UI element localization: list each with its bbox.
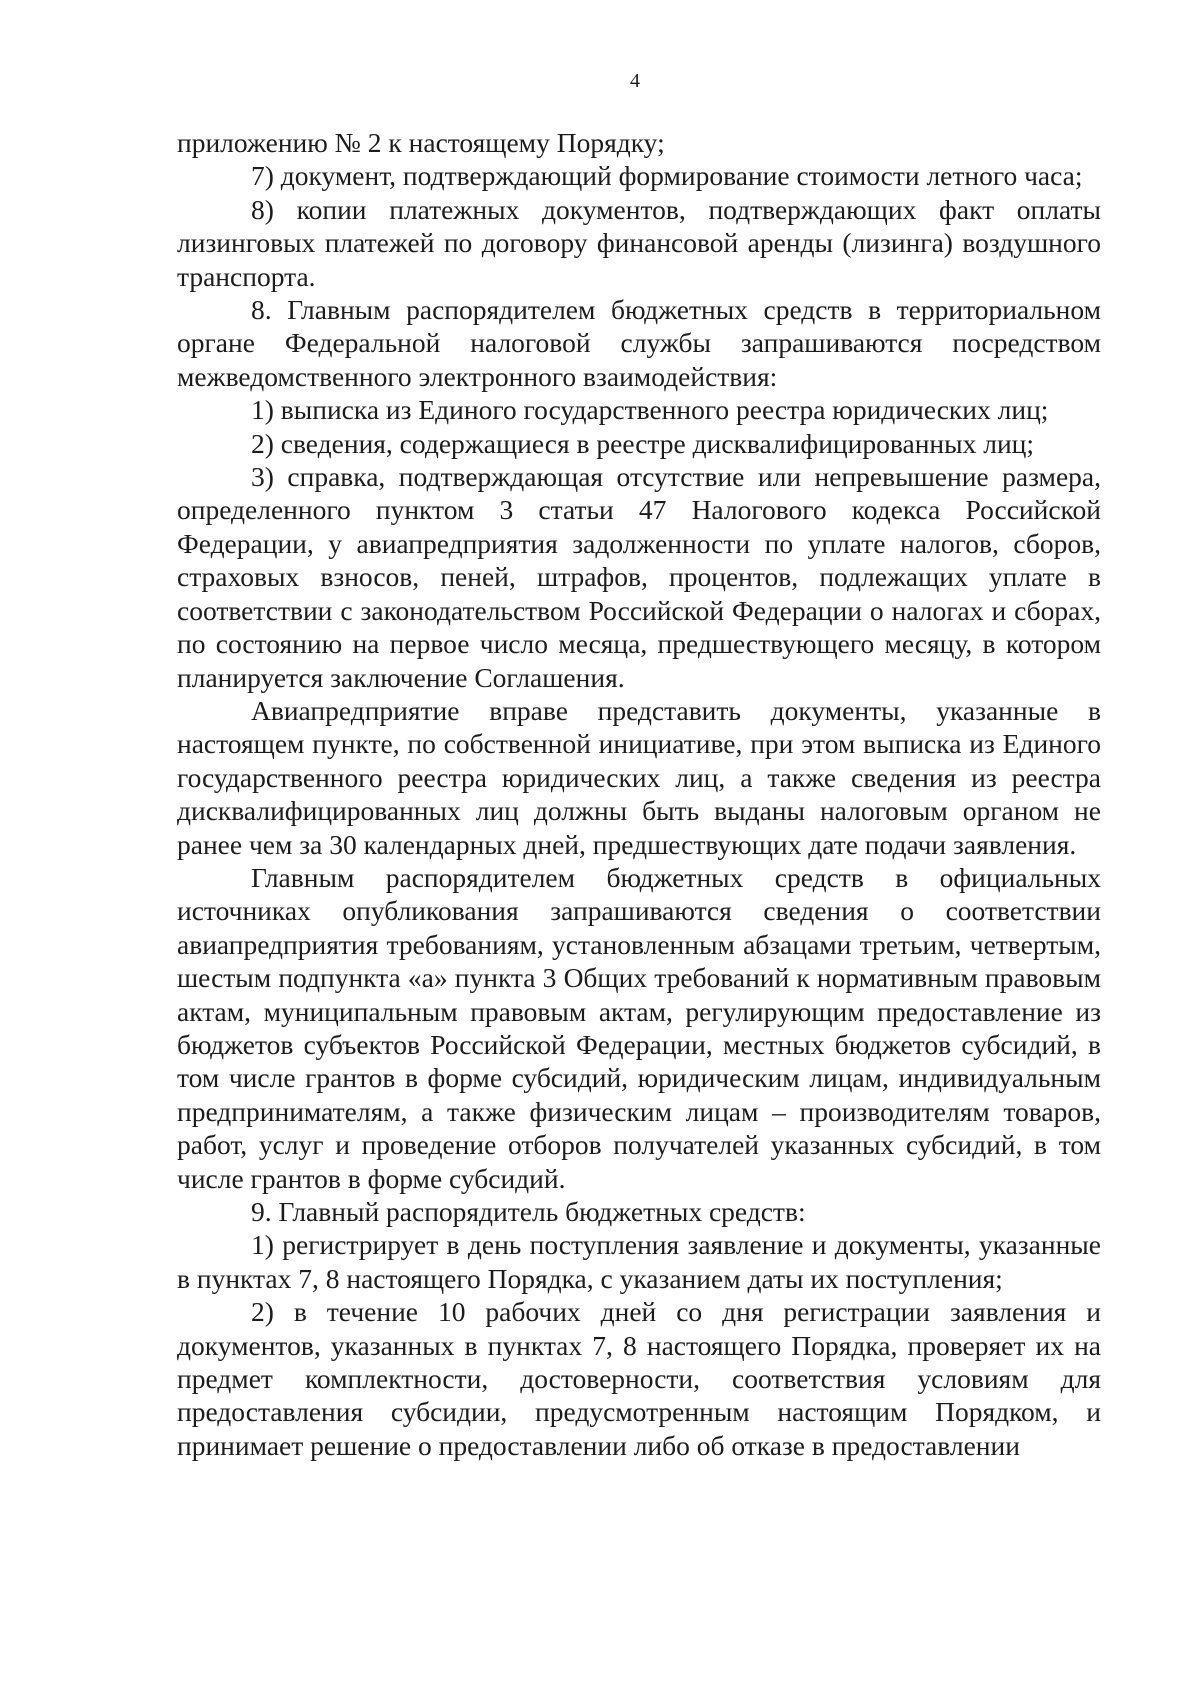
paragraph-official-sources: Главным распорядителем бюджетных средств в официальных источниках опубликования запрашиваются сведения о соответствии авиапредприятия требованиям, установленным абзацами третьим, четвертым, шестым подпункта «а» пункта 3 Общих требований к нормативным правовым актам, муниципальным правовым актам, регулирующим предоставление из бюджетов субъектов Российской Федерации, местных бюджетов субсидий, в том числе грантов в форме субсидий, юридическим лицам, индивидуальным предпринимателям, а также физическим лицам – производителям товаров, работ, услуг и проведение отборов получателей указанных субсидий, в том числе грантов в форме субсидий.: [177, 861, 1101, 1194]
paragraph-own-initiative: Авиапредприятие вправе представить документы, указанные в настоящем пункте, по собственной инициативе, при этом выписка из Единого государственного реестра юридических лиц, а также сведения из реестра дисквалифицированных лиц должны быть выданы налоговым органом не ранее чем за 30 календарных дней, предшествующих дате подачи заявления.: [177, 694, 1101, 860]
clause-8-item-1: 1) выписка из Единого государственного реестра юридических лиц;: [251, 394, 1049, 426]
clause-9-item-2: 2) в течение 10 рабочих дней со дня регистрации заявления и документов, указанных в пунктах 7, 8 настоящего Порядка, проверяет их на предмет комплектности, достоверности, соответствия условиям для предоставления субсидии, предусмотренным настоящим Порядком, и принимает решение о предоставлении либо об отказе в предоставлении: [177, 1296, 1101, 1461]
page-number: 4: [630, 70, 640, 92]
clause-9: 9. Главный распорядитель бюджетных средств:: [251, 1196, 806, 1227]
clause-8-item-3: 3) справка, подтверждающая отсутствие или непревышение размера, определенного пунктом 3 статьи 47 Налогового кодекса Российской Федерации, у авиапредприятия задолженности по уплате налогов, сборов, страховых взносов, пеней, штрафов, процентов, подлежащих уплате в соответствии с законодательством Российской Федерации о налогах и сборах, по состоянию на первое число месяца, предшествующего месяцу, в котором планируется заключение Соглашения.: [177, 461, 1101, 693]
list-item-7: 7) документ, подтверждающий формирование стоимости летного часа;: [251, 160, 1083, 192]
clause-8-item-2: 2) сведения, содержащиеся в реестре дисквалифицированных лиц;: [251, 427, 1035, 459]
document-body: [177, 126, 1101, 1462]
clause-9-item-1: 1) регистрирует в день поступления заявление и документы, указанные в пунктах 7, 8 настоящего Порядка, с указанием даты их поступления;: [177, 1229, 1101, 1294]
list-item-8: 8) копии платежных документов, подтверждающих факт оплаты лизинговых платежей по договору финансовой аренды (лизинга) воздушного транспорта.: [177, 193, 1101, 292]
clause-8: 8. Главным распорядителем бюджетных средств в территориальном органе Федеральной налоговой службы запрашиваются посредством межведомственного электронного взаимодействия:: [177, 294, 1101, 392]
paragraph-continuation: приложению № 2 к настоящему Порядку;: [177, 127, 665, 158]
